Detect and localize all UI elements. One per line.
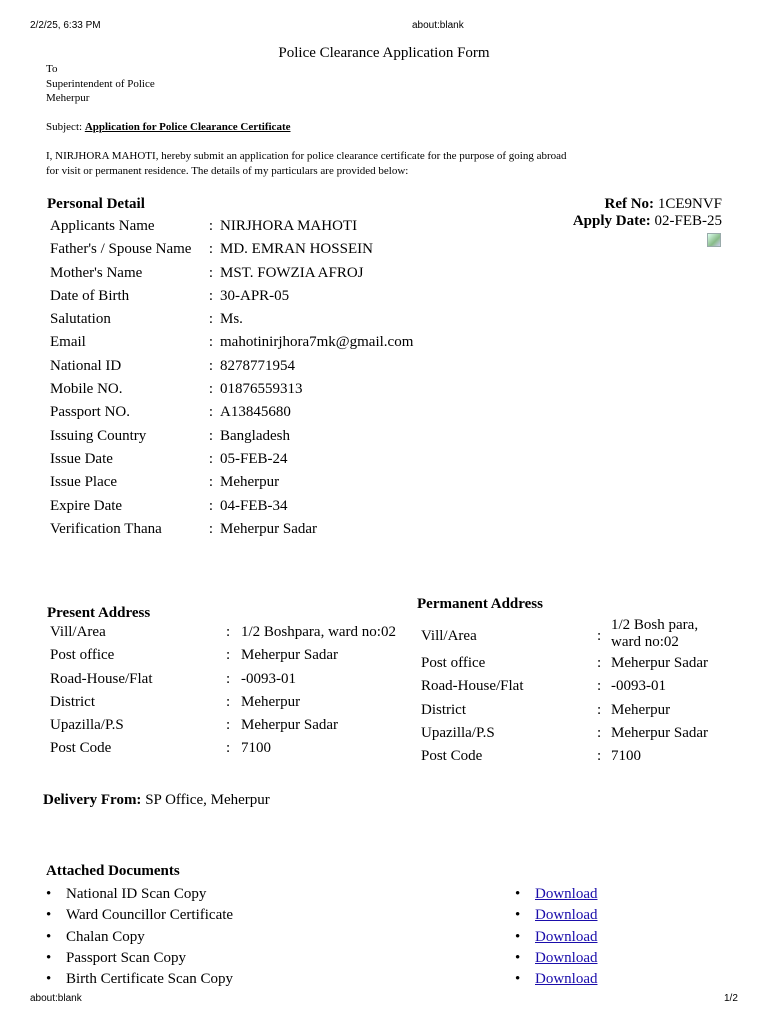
- field-label: Post office: [50, 647, 115, 664]
- delivery-label: Delivery From:: [43, 792, 142, 808]
- permanent-address-row: [421, 748, 708, 771]
- field-label: Father's / Spouse Name: [50, 241, 192, 258]
- permanent-address-row: [421, 617, 708, 655]
- permanent-address-heading: Permanent Address: [417, 596, 543, 612]
- reference-block: [573, 196, 722, 230]
- personal-detail-row: [50, 474, 413, 497]
- bullet-icon: •: [515, 971, 521, 988]
- personal-detail-row: [50, 498, 413, 521]
- ref-no: [573, 196, 722, 213]
- field-value: Meherpur Sadar: [220, 520, 318, 537]
- download-link-item: [515, 927, 598, 948]
- present-address-table: [50, 624, 396, 764]
- personal-detail-row: [50, 218, 413, 241]
- field-colon: :: [226, 740, 231, 757]
- document-name: National ID Scan Copy: [66, 886, 207, 902]
- field-value: Meherpur: [220, 474, 280, 491]
- field-label: Post Code: [50, 740, 112, 757]
- permanent-address-row: [421, 678, 708, 701]
- field-value: 1/2 Boshpara, ward no:02: [241, 624, 396, 640]
- field-colon: :: [226, 670, 231, 687]
- bullet-icon: •: [46, 949, 52, 966]
- present-address-row: [50, 694, 396, 717]
- vill-area-line-1: 1/2 Bosh para,: [611, 617, 699, 633]
- download-link-item: [515, 969, 598, 990]
- field-colon: :: [208, 241, 213, 258]
- field-colon: :: [597, 678, 602, 695]
- field-value: Meherpur: [241, 693, 301, 710]
- apply-date-label: Apply Date:: [572, 213, 651, 229]
- field-label: Issue Place: [50, 474, 118, 491]
- ref-no-label: Ref No:: [604, 196, 655, 212]
- field-colon: :: [208, 474, 213, 491]
- document-name: Chalan Copy: [66, 928, 145, 945]
- personal-detail-row: [50, 404, 413, 427]
- field-colon: :: [208, 497, 213, 514]
- field-value: A13845680: [220, 404, 291, 421]
- bullet-icon: •: [46, 886, 52, 902]
- personal-detail-row: [50, 521, 413, 544]
- download-link-item: [515, 884, 598, 905]
- field-label: Vill/Area: [50, 624, 106, 640]
- field-label: Date of Birth: [50, 287, 130, 304]
- document-name: Birth Certificate Scan Copy: [66, 971, 234, 988]
- field-value: 04-FEB-34: [220, 497, 288, 514]
- field-label: Expire Date: [50, 497, 123, 514]
- field-label: Issuing Country: [50, 427, 147, 444]
- personal-detail-row: [50, 428, 413, 451]
- download-link[interactable]: Download: [535, 886, 598, 902]
- field-value: 8278771954: [220, 357, 295, 374]
- field-value: 7100: [611, 748, 641, 765]
- field-label: District: [421, 701, 466, 718]
- field-label: Passport NO.: [50, 404, 131, 421]
- field-colon: :: [226, 624, 231, 640]
- field-colon: :: [597, 701, 602, 718]
- field-colon: :: [208, 381, 213, 398]
- recipient-block: [46, 62, 155, 106]
- attached-document-item: [46, 927, 233, 948]
- bullet-icon: •: [515, 907, 521, 924]
- delivery-from: [43, 792, 270, 809]
- delivery-value: SP Office, Meherpur: [145, 792, 270, 808]
- download-link[interactable]: Download: [535, 907, 598, 924]
- personal-detail-row: [50, 265, 413, 288]
- field-label: Verification Thana: [50, 520, 162, 537]
- personal-detail-row: [50, 288, 413, 311]
- bullet-icon: •: [515, 928, 521, 945]
- present-address-row: [50, 740, 396, 763]
- bullet-icon: •: [515, 886, 521, 902]
- download-links-list: [515, 884, 598, 990]
- ref-no-value: 1CE9NVF: [657, 196, 722, 212]
- field-colon: :: [208, 520, 213, 537]
- bullet-icon: •: [515, 949, 521, 966]
- download-link-item: [515, 905, 598, 926]
- permanent-address-row: [421, 655, 708, 678]
- download-link[interactable]: Download: [535, 949, 598, 966]
- intro-paragraph: [46, 149, 567, 178]
- field-value: Meherpur Sadar: [241, 717, 339, 734]
- field-label: Upazilla/P.S: [50, 717, 124, 734]
- bullet-icon: •: [46, 907, 52, 924]
- recipient-position: Superintendent of Police: [46, 77, 155, 90]
- field-label: Post office: [421, 655, 486, 671]
- field-value: MST. FOWZIA AFROJ: [220, 264, 364, 281]
- personal-detail-row: [50, 311, 413, 334]
- field-value: Meherpur Sadar: [241, 647, 339, 664]
- permanent-address-table: [421, 617, 708, 771]
- permanent-address-row: [421, 702, 708, 725]
- field-label: Issue Date: [50, 450, 113, 467]
- field-label: Post Code: [421, 748, 483, 765]
- field-value: Bangladesh: [220, 427, 290, 444]
- field-value: MD. EMRAN HOSSEIN: [220, 241, 373, 258]
- field-colon: :: [208, 218, 213, 234]
- field-value: [611, 617, 708, 655]
- intro-line-1: I, NIRJHORA MAHOTI, hereby submit an application for police clearance certificate for the purpose of going abroad: [46, 150, 567, 162]
- permanent-address-row: [421, 725, 708, 748]
- field-colon: :: [597, 655, 602, 671]
- attached-document-item: [46, 948, 233, 969]
- field-label: Vill/Area: [421, 627, 477, 644]
- intro-line-2: for visit or permanent residence. The details of my particulars are provided below:: [46, 164, 409, 177]
- field-value: -0093-01: [241, 670, 296, 687]
- field-label: Mobile NO.: [50, 381, 123, 398]
- present-address-heading: Present Address: [47, 605, 151, 621]
- subject-label: Subject:: [46, 121, 83, 133]
- attached-documents-heading: Attached Documents: [46, 863, 180, 879]
- subject-line: [46, 120, 291, 135]
- field-value: mahotinirjhora7mk@gmail.com: [220, 334, 414, 351]
- present-address-row: [50, 624, 396, 647]
- present-address-row: [50, 671, 396, 694]
- field-colon: :: [208, 450, 213, 467]
- present-address-row: [50, 717, 396, 740]
- field-value: 7100: [241, 740, 271, 757]
- applicant-photo-broken-image-icon: [707, 233, 721, 247]
- personal-detail-row: [50, 358, 413, 381]
- recipient-to: To: [46, 63, 58, 75]
- attached-document-item: [46, 905, 233, 926]
- field-colon: :: [208, 287, 213, 304]
- field-value: NIRJHORA MAHOTI: [220, 218, 358, 234]
- field-value: Meherpur Sadar: [611, 655, 709, 671]
- field-colon: :: [208, 357, 213, 374]
- print-datetime: 2/2/25, 6:33 PM: [30, 20, 101, 31]
- personal-detail-row: [50, 451, 413, 474]
- field-colon: :: [597, 627, 602, 644]
- form-title: Police Clearance Application Form: [278, 45, 490, 61]
- field-colon: :: [597, 724, 602, 741]
- document-name: Ward Councillor Certificate: [66, 907, 234, 924]
- attached-documents-list: [46, 884, 233, 990]
- field-label: Road-House/Flat: [421, 678, 524, 695]
- personal-detail-table: [50, 218, 413, 544]
- field-colon: :: [597, 748, 602, 765]
- attached-document-item: [46, 884, 233, 905]
- field-colon: :: [208, 404, 213, 421]
- personal-detail-row: [50, 241, 413, 264]
- field-value: Meherpur Sadar: [611, 724, 709, 741]
- apply-date: [573, 213, 722, 230]
- footer-page-number: 1/2: [724, 993, 738, 1004]
- field-value: 05-FEB-24: [220, 450, 288, 467]
- download-link[interactable]: Download: [535, 971, 598, 988]
- bullet-icon: •: [46, 971, 52, 988]
- footer-url: about:blank: [30, 993, 82, 1004]
- field-label: Mother's Name: [50, 264, 143, 281]
- field-value: -0093-01: [611, 678, 666, 695]
- field-label: Salutation: [50, 311, 111, 328]
- apply-date-value: 02-FEB-25: [654, 213, 722, 229]
- download-link[interactable]: Download: [535, 928, 598, 945]
- document-name: Passport Scan Copy: [66, 949, 186, 966]
- personal-detail-row: [50, 334, 413, 357]
- present-address-row: [50, 647, 396, 670]
- field-label: Upazilla/P.S: [421, 724, 495, 741]
- field-value: 30-APR-05: [220, 287, 290, 304]
- field-colon: :: [208, 427, 213, 444]
- field-value: 01876559313: [220, 381, 303, 398]
- field-label: Email: [50, 334, 86, 351]
- field-label: National ID: [50, 357, 122, 374]
- vill-area-line-2: ward no:02: [611, 634, 679, 650]
- field-label: Road-House/Flat: [50, 670, 153, 687]
- field-colon: :: [226, 717, 231, 734]
- field-colon: :: [226, 647, 231, 664]
- field-colon: :: [208, 334, 213, 351]
- attached-document-item: [46, 969, 233, 990]
- field-label: District: [50, 693, 95, 710]
- subject-text: Application for Police Clearance Certificate: [84, 121, 291, 133]
- recipient-place: Meherpur: [46, 92, 90, 104]
- field-colon: :: [208, 264, 213, 281]
- field-value: Meherpur: [611, 701, 671, 718]
- field-value: Ms.: [220, 311, 243, 328]
- field-colon: :: [208, 311, 213, 328]
- personal-detail-row: [50, 381, 413, 404]
- print-url: about:blank: [412, 20, 464, 31]
- download-link-item: [515, 948, 598, 969]
- field-label: Applicants Name: [50, 218, 155, 234]
- bullet-icon: •: [46, 928, 52, 945]
- field-colon: :: [226, 693, 231, 710]
- personal-detail-heading: Personal Detail: [47, 196, 145, 212]
